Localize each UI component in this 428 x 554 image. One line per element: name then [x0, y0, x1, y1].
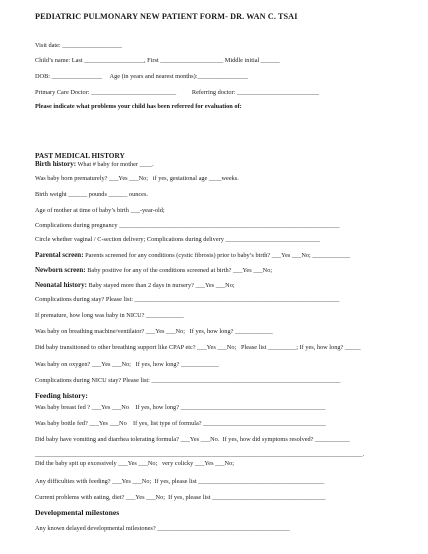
newborn-screen-field[interactable]: Baby positive for any of the conditions screened at birth? ___Yes ___No;	[85, 267, 273, 274]
ventilator-field[interactable]: Was baby on breathing machine/ventilator? ___Yes ___No; If yes, how long? ____________	[35, 328, 273, 335]
dob-age-field[interactable]: DOB: ________________ Age (in years and nearest months):________________	[35, 73, 248, 80]
delayed-milestones-field[interactable]: Any known delayed developmental milestones? __________________________________________	[35, 525, 290, 532]
eating-diet-field[interactable]: Current problems with eating, diet? ___Yes ___No; If yes, please list ____________________________________	[35, 494, 326, 501]
delivery-type-field[interactable]: Circle whether vaginal / C-section delivery; Complications during delivery ______________________________	[35, 236, 320, 243]
nicu-complications-field[interactable]: Complications during NICU stay? Please list: ____________________________________________________________	[35, 377, 341, 384]
referral-instruction: Please indicate what problems your child has been referred for evaluation of:	[35, 103, 242, 110]
cpap-field[interactable]: Did baby transitioned to other breathing support like CPAP etc? ___Yes ___No; Please list _________; If yes, how long? _____	[35, 344, 361, 351]
born-prematurely-field[interactable]: Was baby born prematurely? ___Yes ___No; if yes, gestational age ____weeks.	[35, 175, 239, 182]
birth-history-row	[35, 161, 154, 168]
doctors-field[interactable]: Primary Care Doctor: ___________________________ Referring doctor: __________________________	[35, 89, 319, 96]
oxygen-field[interactable]: Was baby on oxygen? ___Yes ___No; If yes, how long? ____________	[35, 361, 219, 368]
newborn-screen-row	[35, 267, 272, 274]
spit-up-colicky-field[interactable]: Did the baby spit up excessively ___Yes ___No; very colicky ___Yes ___No;	[35, 460, 234, 467]
neonatal-history-label: Neonatal history:	[35, 281, 87, 289]
birth-history-label: Birth history:	[35, 160, 77, 168]
bottle-fed-field[interactable]: Was baby bottle fed? ___Yes ___No If yes, list type of formula? _______________________________________	[35, 420, 326, 427]
mother-age-field[interactable]: Age of mother at time of baby’s birth ___-year-old;	[35, 207, 165, 214]
nursery-stay-field[interactable]: Baby stayed more than 2 days in nursery? ___Yes ___No;	[86, 282, 235, 289]
breast-fed-field[interactable]: Was baby breast fed ? ___Yes ___No If yes, how long? ______________________________________________	[35, 404, 326, 411]
developmental-milestones-heading: Developmental milestones	[35, 508, 120, 517]
childs-name-field[interactable]: Child’s name: Last ___________________, First ____________________ Middle initial ______	[35, 57, 280, 64]
birth-weight-field[interactable]: Birth weight ______ pounds ______ ounces.	[35, 191, 148, 198]
form-title: PEDIATRIC PULMONARY NEW PATIENT FORM- DR. WAN C. TSAI	[35, 12, 298, 21]
stay-complications-field[interactable]: Complications during stay? Please list: _________________________________________________________________	[35, 296, 340, 303]
neonatal-history-row	[35, 282, 235, 289]
birth-order-field[interactable]: What # baby for mother ____.	[76, 161, 154, 168]
newborn-screen-label: Newborn screen:	[35, 266, 86, 274]
past-medical-history-heading: PAST MEDICAL HISTORY	[35, 151, 125, 160]
visit-date-field[interactable]: Visit date: ___________________	[35, 42, 123, 49]
feeding-history-heading: Feeding history:	[35, 391, 88, 400]
nicu-duration-field[interactable]: If premature, how long was baby in NICU? ____________	[35, 312, 184, 319]
parental-screen-row	[35, 252, 350, 259]
symptoms-resolution-line[interactable]: ________________________________________________________________________________________________________.	[35, 451, 365, 458]
pregnancy-complications-field[interactable]: Complications during pregnancy ______________________________________________________________________	[35, 222, 340, 229]
feeding-difficulties-field[interactable]: Any difficulties with feeding? ___Yes ___No; If yes, please list ________________________________________	[35, 478, 325, 485]
parental-screen-label: Parental screen:	[35, 251, 84, 259]
vomiting-diarrhea-field[interactable]: Did baby have vomiting and diarrhea tolerating formula? ___Yes ___No. If yes, how did symptoms resolved? ___________	[35, 436, 350, 443]
parental-screen-field[interactable]: Parents screened for any conditions (cystic fibrosis) prior to baby’s birth? ___Yes ___No; ____________	[83, 252, 351, 259]
